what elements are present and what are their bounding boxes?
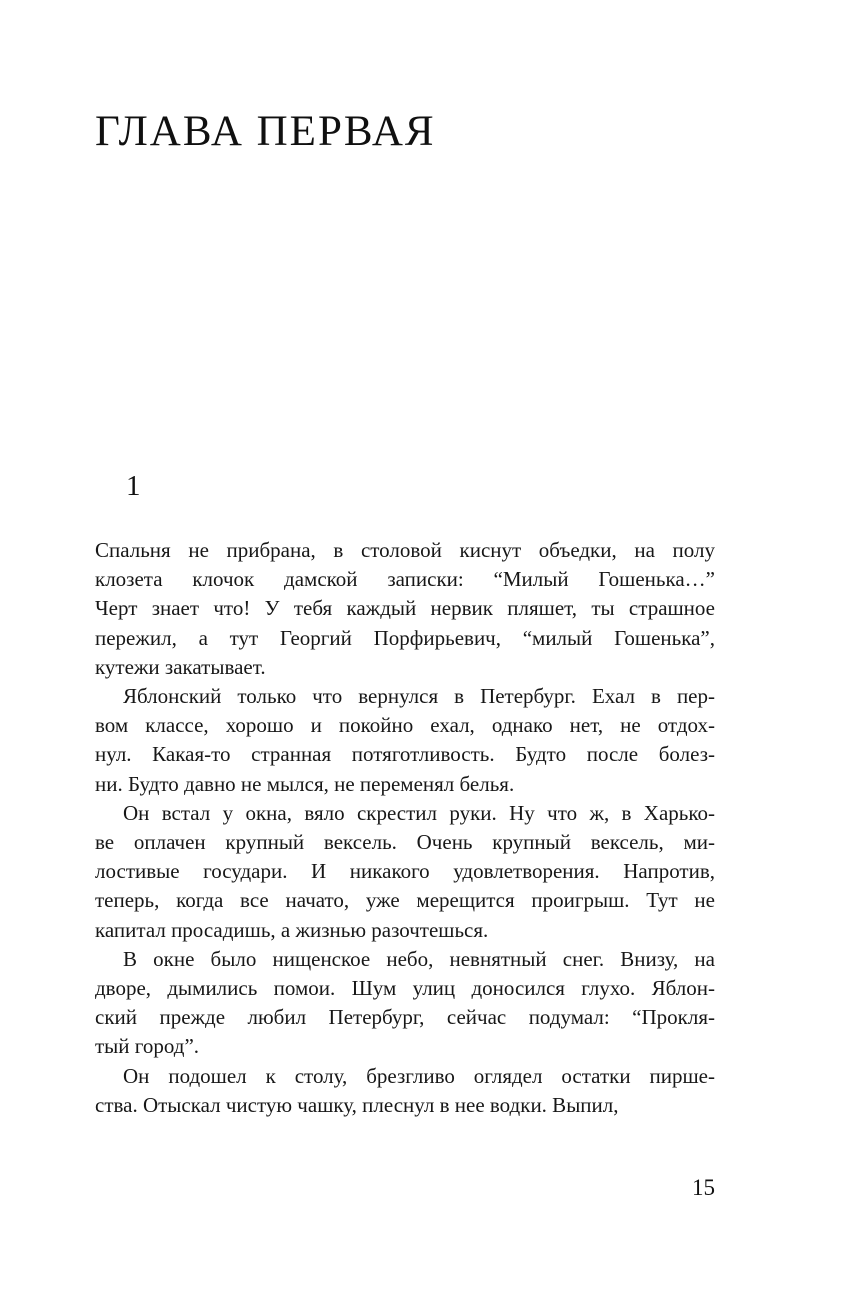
text-line: клозета клочок дамской записки: “Милый Гошенька…”	[95, 567, 715, 592]
paragraph	[95, 536, 715, 682]
chapter-title: ГЛАВА ПЕРВАЯ	[95, 108, 436, 155]
paragraph	[95, 799, 715, 945]
section-number: 1	[126, 470, 141, 502]
text-line: Яблонский только что вернулся в Петербург. Ехал в пер-	[123, 684, 715, 709]
text-line: кутежи закатывает.	[95, 654, 266, 679]
text-line: ни. Будто давно не мылся, не переменял белья.	[95, 771, 515, 796]
text-line: ский прежде любил Петербург, сейчас подумал: “Прокля-	[95, 1005, 715, 1030]
text-line: В окне было нищенское небо, невнятный снег. Внизу, на	[123, 946, 715, 971]
text-line: Черт знает что! У тебя каждый нервик пляшет, ты страшное	[95, 596, 715, 621]
text-line: теперь, когда все начато, уже мерещится проигрыш. Тут не	[95, 888, 715, 913]
text-line: дворе, дымились помои. Шум улиц доносился глухо. Яблон-	[95, 976, 715, 1001]
text-line: Спальня не прибрана, в столовой киснут объедки, на полу	[95, 538, 715, 562]
text-line: вом классе, хорошо и покойно ехал, однако нет, не отдох-	[95, 713, 715, 738]
text-line: пережил, а тут Георгий Порфирьевич, “милый Гошенька”,	[95, 625, 715, 650]
paragraph	[95, 945, 715, 1062]
body-text	[95, 536, 715, 1120]
text-line: Он подошел к столу, брезгливо оглядел остатки пирше-	[123, 1063, 715, 1088]
paragraph	[95, 682, 715, 799]
text-line: ства. Отыскал чистую чашку, плеснул в нее водки. Выпил,	[95, 1092, 619, 1117]
page-number: 15	[692, 1175, 715, 1200]
text-line: тый город”.	[95, 1034, 200, 1059]
text-line: лостивые государи. И никакого удовлетворения. Напротив,	[95, 859, 715, 884]
text-line: Он встал у окна, вяло скрестил руки. Ну что ж, в Харько-	[123, 800, 715, 825]
text-line: ве оплачен крупный вексель. Очень крупный вексель, ми-	[95, 830, 715, 855]
text-line: капитал просадишь, а жизнью разочтешься.	[95, 917, 489, 942]
text-line: нул. Какая-то странная потяготливость. Будто после болез-	[95, 742, 715, 767]
paragraph	[95, 1062, 715, 1120]
